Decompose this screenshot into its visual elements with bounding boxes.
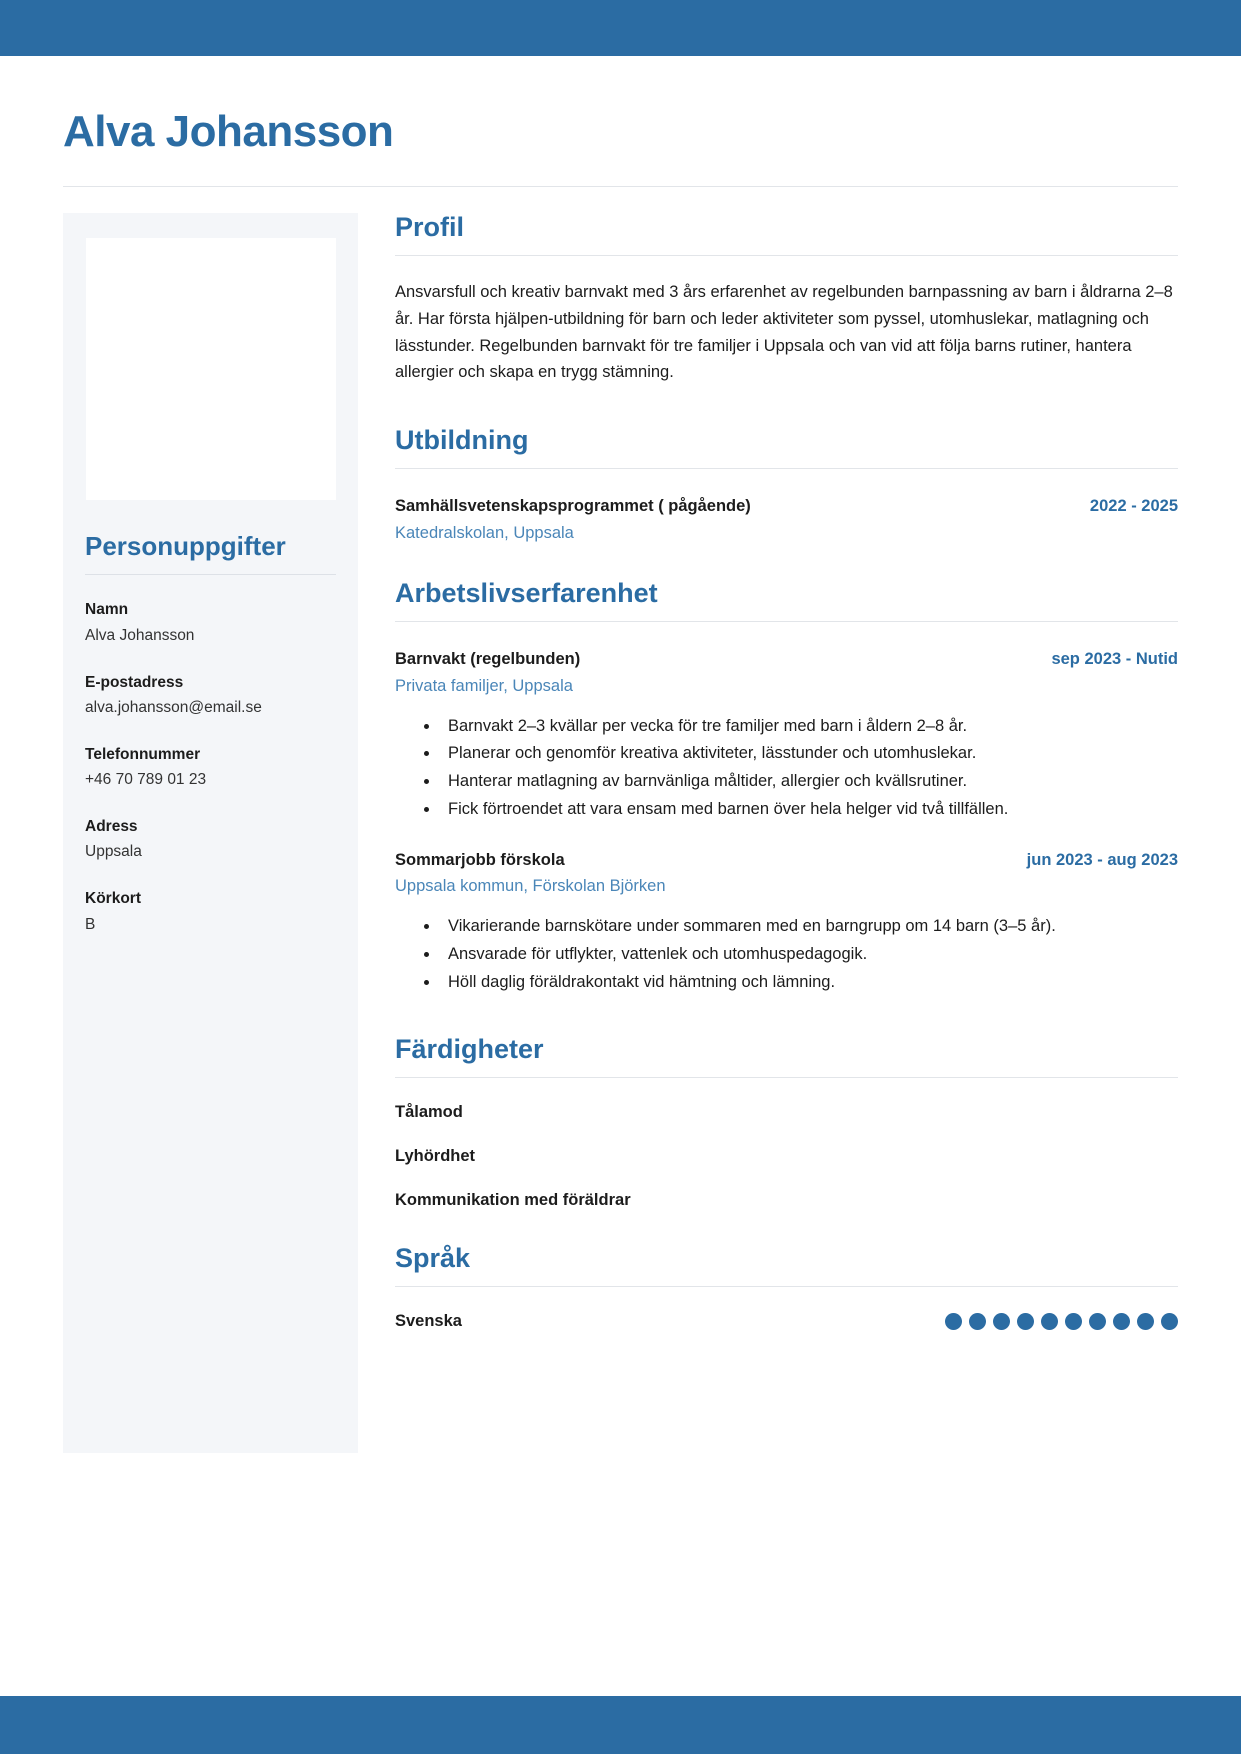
list-item: • Ansvarade för utflykter, vattenlek och utomhuspedagogik. [440,941,1178,968]
rating-dot [1137,1313,1154,1330]
sidebar [63,213,358,1453]
section-divider [395,1286,1178,1287]
rating-dot [1065,1313,1082,1330]
rating-dot [1041,1313,1058,1330]
sidebar-divider [85,574,336,575]
detail-value: alva.johansson@email.se [85,698,262,716]
experience-entry [395,648,1178,823]
section-education [395,426,1178,545]
rating-dot [993,1313,1010,1330]
personal-detail-phone [85,743,336,792]
rating-dot [1017,1313,1034,1330]
education-date: 2022 - 2025 [1089,496,1178,515]
section-heading-education: Utbildning [395,424,529,455]
page-title: Alva Johansson [63,107,394,156]
detail-label: E-postadress [85,673,184,691]
entry-header [395,648,1178,672]
main-column [358,213,1178,1330]
bottom-color-band [0,1696,1241,1754]
name-divider [63,186,1178,187]
detail-value: +46 70 789 01 23 [85,771,207,789]
profile-summary-text: Ansvarsfull och kreativ barnvakt med 3 års erfarenhet av regelbunden barnpassning av barn i åldrarna 2–8 år. Har första hjälpen-utbildning för barn och leder aktiviteter som pyssel, utomhuslekar, matlagning och lässtunder. Regelbunden barnvakt för tre familjer i Uppsala och van vid att följa barns rutiner, hantera allergier och skapa en trygg stämning. [395,283,1173,382]
list-item: • Hanterar matlagning av barnvänliga måltider, allergier och kvällsrutiner. [440,768,1178,795]
list-item: • Barnvakt 2–3 kvällar per vecka för tre familjer med barn i åldern 2–8 år. [440,713,1178,740]
list-item: • Planerar och genomför kreativa aktiviteter, lässtunder och utomhuslekar. [440,740,1178,767]
section-heading-languages: Språk [395,1243,471,1274]
education-institution: Katedralskolan, Uppsala [395,523,574,542]
experience-title: Barnvakt (regelbunden) [395,650,581,668]
language-name: Svenska [395,1311,462,1330]
rating-dot [1161,1313,1178,1330]
section-heading-experience: Arbetslivserfarenhet [395,578,658,609]
detail-value: Uppsala [85,843,142,861]
list-item: • Fick förtroendet att vara ensam med barnen över hela helger vid två tillfällen. [440,796,1178,823]
rating-dot [945,1313,962,1330]
rating-dot [1113,1313,1130,1330]
detail-label: Adress [85,818,138,836]
section-heading-profile: Profil [395,212,465,243]
section-profile [395,213,1178,386]
experience-date: jun 2023 - aug 2023 [1026,850,1178,869]
entry-header [395,849,1178,873]
detail-value: B [85,915,96,933]
experience-employer: Uppsala kommun, Förskolan Björken [395,877,666,896]
personal-detail-address [85,815,336,864]
experience-bullet-list [395,913,1178,995]
resume-content [0,56,1241,1696]
rating-dot [1089,1313,1106,1330]
personal-detail-name [85,598,336,647]
education-entry [395,495,1178,546]
skill-item: Kommunikation med föräldrar [395,1191,631,1210]
entry-header [395,495,1178,519]
experience-entry [395,849,1178,996]
personal-detail-email [85,671,336,720]
rating-dot [969,1313,986,1330]
section-experience [395,579,1178,995]
resume-body [63,213,1178,1453]
list-item: • Höll daglig föräldrakontakt vid hämtning och lämning. [440,969,1178,996]
section-divider [395,468,1178,469]
experience-date: sep 2023 - Nutid [1051,650,1178,668]
profile-photo-placeholder [86,238,336,500]
language-item [395,1312,1178,1331]
top-color-band [0,0,1241,56]
section-divider [395,255,1178,256]
experience-title: Sommarjobb förskola [395,850,565,869]
experience-bullet-list [395,713,1178,823]
section-languages [395,1244,1178,1331]
section-skills [395,1035,1178,1210]
detail-label: Namn [85,601,129,619]
detail-label: Körkort [85,890,141,908]
section-divider [395,621,1178,622]
sidebar-heading-personal-details: Personuppgifter [85,531,286,562]
personal-detail-drivers-license [85,887,336,936]
list-item: • Vikarierande barnskötare under sommaren med en barngrupp om 14 barn (3–5 år). [440,913,1178,940]
education-title: Samhällsvetenskapsprogrammet ( pågående) [395,496,751,515]
skill-item: Tålamod [395,1103,463,1122]
detail-label: Telefonnummer [85,745,201,763]
language-level-dots [945,1313,1178,1330]
skill-item: Lyhördhet [395,1147,476,1166]
section-divider [395,1077,1178,1078]
detail-value: Alva Johansson [85,626,195,644]
section-heading-skills: Färdigheter [395,1034,544,1065]
experience-employer: Privata familjer, Uppsala [395,676,573,695]
